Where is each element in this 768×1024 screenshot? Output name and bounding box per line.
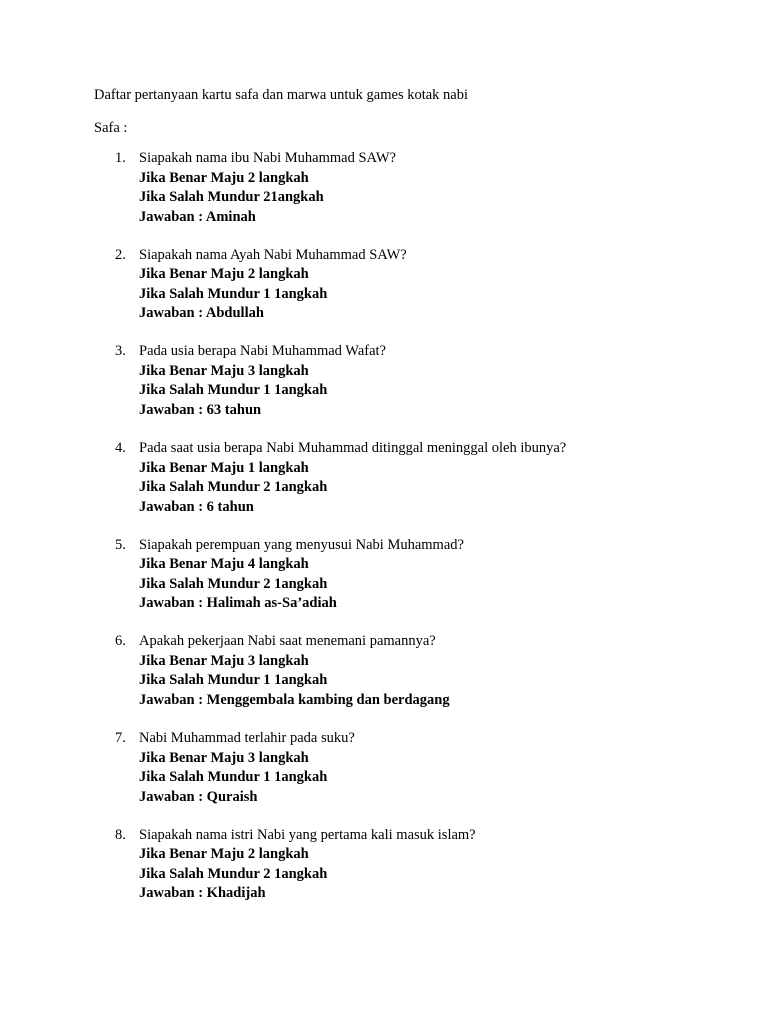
question-number: 4. xyxy=(115,440,126,457)
question-item xyxy=(0,826,768,923)
answer-text: Jawaban : Aminah xyxy=(139,208,256,225)
answer-text: Jawaban : Menggembala kambing dan berdagang xyxy=(139,691,450,708)
question-body xyxy=(139,342,386,420)
correct-rule: Jika Benar Maju 2 langkah xyxy=(139,169,309,186)
question-text: Siapakah nama ibu Nabi Muhammad SAW? xyxy=(139,150,396,166)
wrong-rule: Jika Salah Mundur 21angkah xyxy=(139,189,324,205)
correct-rule: Jika Benar Maju 3 langkah xyxy=(139,749,309,766)
answer-text: Jawaban : 6 tahun xyxy=(139,498,254,515)
question-item xyxy=(0,729,768,826)
question-number: 1. xyxy=(115,150,126,166)
document-title: Daftar pertanyaan kartu safa dan marwa untuk games kotak nabi xyxy=(94,87,469,103)
correct-rule: Jika Benar Maju 3 langkah xyxy=(139,362,309,379)
question-item xyxy=(0,246,768,343)
answer-text: Jawaban : 63 tahun xyxy=(139,401,262,418)
wrong-rule: Jika Salah Mundur 1 1angkah xyxy=(139,672,328,689)
question-body xyxy=(139,632,450,710)
correct-rule: Jika Benar Maju 3 langkah xyxy=(139,652,309,669)
section-label-safa: Safa : xyxy=(94,120,128,136)
wrong-rule: Jika Salah Mundur 2 1angkah xyxy=(139,575,328,592)
question-text: Nabi Muhammad terlahir pada suku? xyxy=(139,730,355,747)
question-number: 8. xyxy=(115,826,126,843)
correct-rule: Jika Benar Maju 2 langkah xyxy=(139,266,309,283)
question-body xyxy=(139,826,476,904)
question-text: Pada saat usia berapa Nabi Muhammad ditinggal meninggal oleh ibunya? xyxy=(139,440,567,457)
question-text: Pada usia berapa Nabi Muhammad Wafat? xyxy=(139,343,386,360)
question-text: Apakah pekerjaan Nabi saat menemani pamannya? xyxy=(139,633,436,650)
question-number: 7. xyxy=(115,730,126,747)
question-body xyxy=(139,246,407,324)
question-item xyxy=(0,632,768,729)
wrong-rule: Jika Salah Mundur 2 1angkah xyxy=(139,479,328,496)
question-body xyxy=(139,439,566,517)
wrong-rule: Jika Salah Mundur 2 1angkah xyxy=(139,865,328,882)
question-text: Siapakah perempuan yang menyusui Nabi Muhammad? xyxy=(139,536,464,553)
correct-rule: Jika Benar Maju 4 langkah xyxy=(139,556,309,573)
correct-rule: Jika Benar Maju 2 langkah xyxy=(139,846,309,863)
answer-text: Jawaban : Quraish xyxy=(139,788,258,805)
question-body xyxy=(139,729,355,807)
answer-text: Jawaban : Abdullah xyxy=(139,305,264,322)
correct-rule: Jika Benar Maju 1 langkah xyxy=(139,459,309,476)
question-number: 2. xyxy=(115,246,126,263)
question-item xyxy=(0,439,768,536)
wrong-rule: Jika Salah Mundur 1 1angkah xyxy=(139,769,328,786)
wrong-rule: Jika Salah Mundur 1 1angkah xyxy=(139,382,328,399)
question-number: 3. xyxy=(115,343,126,360)
question-list xyxy=(0,149,768,923)
question-number: 5. xyxy=(115,536,126,553)
answer-text: Jawaban : Halimah as-Sa’adiah xyxy=(139,595,337,612)
question-body xyxy=(139,149,396,227)
question-number: 6. xyxy=(115,633,126,650)
question-text: Siapakah nama istri Nabi yang pertama kali masuk islam? xyxy=(139,826,476,843)
wrong-rule: Jika Salah Mundur 1 1angkah xyxy=(139,285,328,302)
question-text: Siapakah nama Ayah Nabi Muhammad SAW? xyxy=(139,246,407,263)
question-item xyxy=(0,536,768,633)
question-item xyxy=(0,149,768,246)
answer-text: Jawaban : Khadijah xyxy=(139,885,266,902)
question-item xyxy=(0,342,768,439)
question-body xyxy=(139,536,464,614)
